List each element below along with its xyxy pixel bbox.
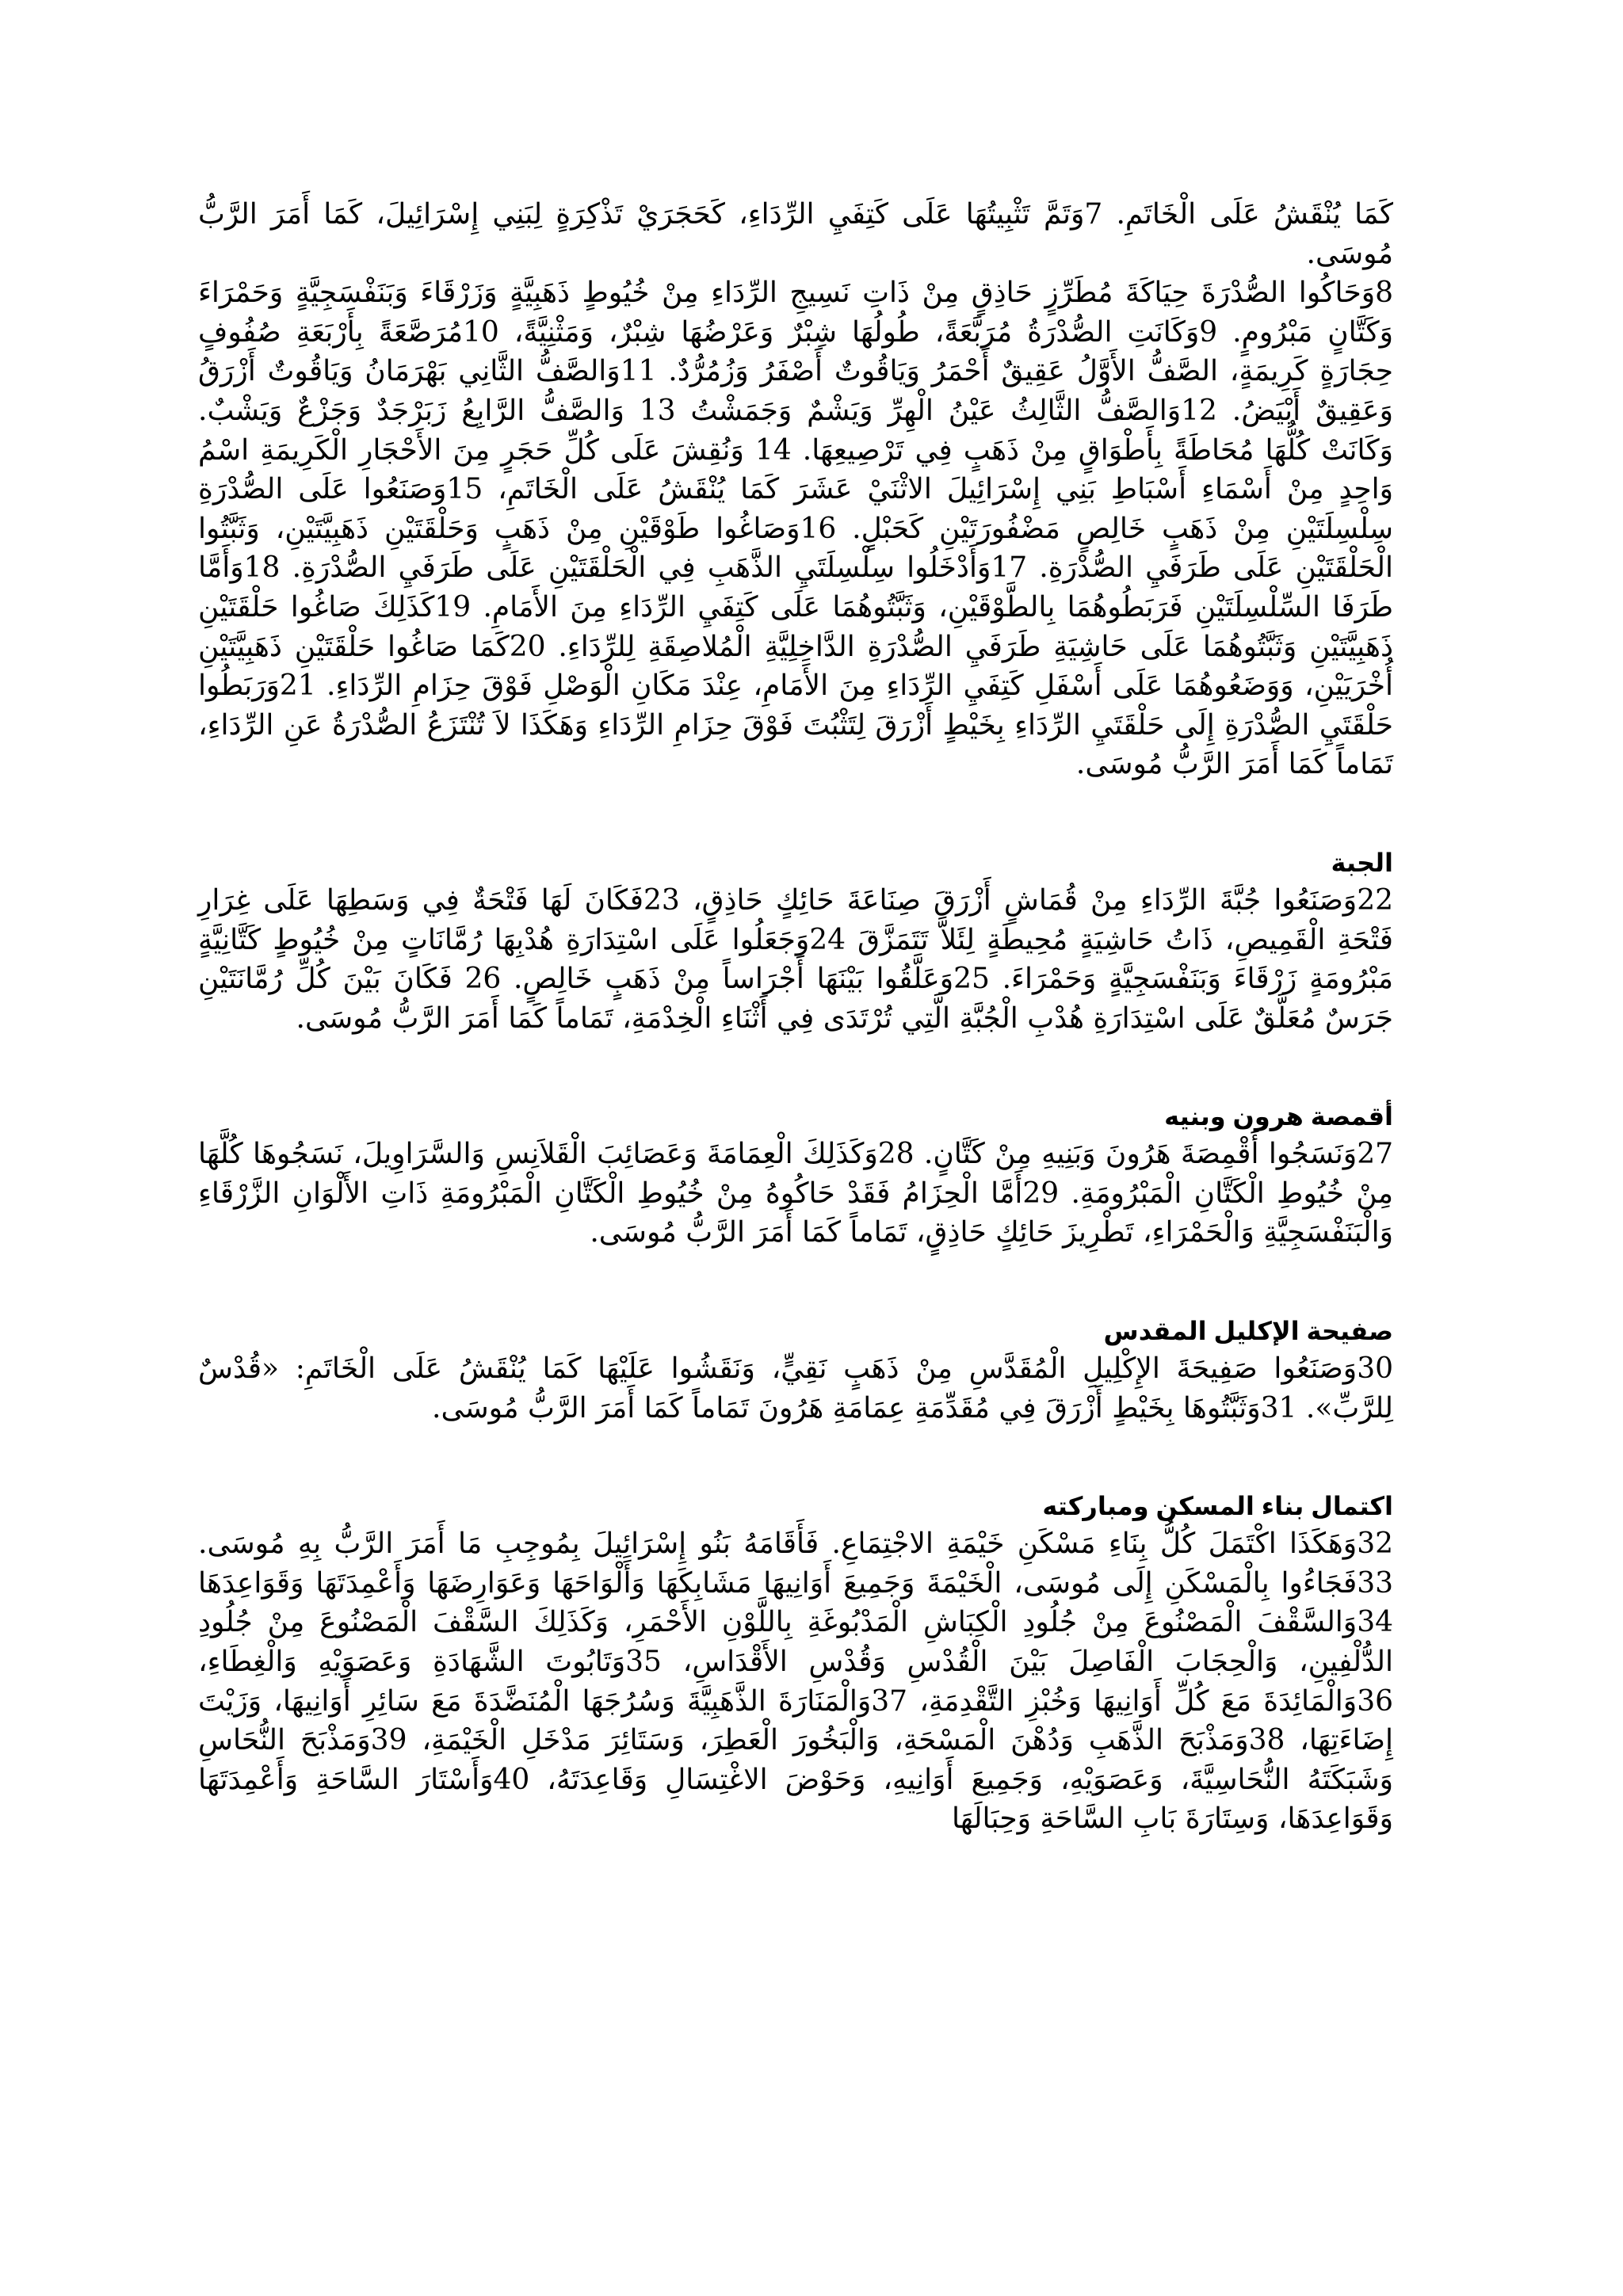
paragraph-crown-plate: 30وَصَنَعُوا صَفِيحَةَ الإِكْلِيلِ الْمُقَدَّسِ مِنْ ذَهَبٍ نَقِيٍّ، وَنَقَشُوا عَلَيْهَا كَمَا يُنْقَشُ عَلَى الْخَاتَمِ: «قُدْسٌ لِلرَّبِّ». 31وَثَبَّتُوهَا بِخَيْطٍ أَزْرَقَ فِي مُقَدِّمَةِ عِمَامَةِ هَرُونَ تَمَاماً كَمَا أَمَرَ الرَّبُّ مُوسَى.: [198, 1352, 1393, 1425]
paragraph-tunics: 27وَنَسَجُوا أَقْمِصَةَ هَرُونَ وَبَنِيهِ مِنْ كَتَّانٍ. 28وَكَذَلِكَ الْعِمَامَةَ وَعَصَائِبَ الْقَلاَنِسِ وَالسَّرَاوِيلَ، نَسَجُوهَا كُلَّهَا مِنْ خُيُوطِ الْكَتَّانِ الْمَبْرُومَةِ. 29أَمَّا الْحِزَامُ فَقَدْ حَاكُوهُ مِنْ خُيُوطِ الْكَتَّانِ الْمَبْرُومَةِ ذَاتِ الأَلْوَانِ الزَّرْقَاءِ وَالْبَنَفْسَجِيَّةِ وَالْحَمْرَاءِ، تَطْرِيزَ حَائِكٍ حَاذِقٍ، تَمَاماً كَمَا أَمَرَ الرَّبُّ مُوسَى.: [198, 1138, 1393, 1249]
section-crown-plate: [198, 1313, 1393, 1428]
paragraph-intro-1: كَمَا يُنْقَشُ عَلَى الْخَاتَمِ. 7وَتَمَّ تَثْبِيتُهَا عَلَى كَتِفَيِ الرِّدَاءِ، كَحَجَرَيْ تَذْكِرَةٍ لِبَنِي إِسْرَائِيلَ، كَمَا أَمَرَ الرَّبُّ مُوسَى.: [198, 198, 1393, 270]
paragraph-robe: 22وَصَنَعُوا جُبَّةَ الرِّدَاءِ مِنْ قُمَاشٍ أَزْرَقَ صِنَاعَةَ حَائِكٍ حَاذِقٍ، 23فَكَانَ لَهَا فَتْحَةٌ فِي وَسَطِهَا عَلَى غِرَارِ فَتْحَةِ الْقَمِيصِ، ذَاتُ حَاشِيَةٍ مُحِيطَةٍ لِئَلاَّ تَتَمَزَّقَ 24وَجَعَلُوا عَلَى اسْتِدَارَةِ هُدْبِهَا رُمَّانَاتٍ مِنْ خُيُوطٍ كَتَّانِيَّةٍ مَبْرُومَةٍ زَرْقَاءَ وَبَنَفْسَجِيَّةٍ وَحَمْرَاءَ. 25وَعَلَّقُوا بَيْنَهَا أَجْرَاساً مِنْ ذَهَبٍ خَالِصٍ. 26 فَكَانَ بَيْنَ كُلِّ رُمَّانَتَيْنِ جَرَسٌ مُعَلَّقٌ عَلَى اسْتِدَارَةِ هُدْبِ الْجُبَّةِ الَّتِي تُرْتَدَى فِي أَثْنَاءِ الْخِدْمَةِ، تَمَاماً كَمَا أَمَرَ الرَّبُّ مُوسَى.: [198, 883, 1394, 1035]
paragraph-tabernacle-completion: 32وَهَكَذَا اكْتَمَلَ كُلُّ بِنَاءِ مَسْكَنِ خَيْمَةِ الاجْتِمَاعِ. فَأَقَامَهُ بَنُو إِسْرَائِيلَ بِمُوجِبِ مَا أَمَرَ الرَّبُّ بِهِ مُوسَى. 33فَجَاءُوا بِالْمَسْكَنِ إِلَى مُوسَى، الْخَيْمَةَ وَجَمِيعَ أَوَانِيهَا مَشَابِكَهَا وَأَلْوَاحَهَا وَعَوَارِضَهَا وَأَعْمِدَتَهَا وَقَوَاعِدَهَا 34وَالسَّقْفَ الْمَصْنُوعَ مِنْ جُلُودِ الْكِبَاشِ الْمَدْبُوغَةِ بِاللَّوْنِ الأَحْمَرِ، وَكَذَلِكَ السَّقْفَ الْمَصْنُوعَ مِنْ جُلُودِ الدُّلْفِينِ، وَالْحِجَابَ الْفَاصِلَ بَيْنَ الْقُدْسِ وَقُدْسِ الأَقْدَاسِ، 35وَتَابُوتَ الشَّهَادَةِ وَعَصَوَيْهِ وَالْغِطَاءِ، 36وَالْمَائِدَةَ مَعَ كُلِّ أَوَانِيهَا وَخُبْزِ التَّقْدِمَةِ، 37وَالْمَنَارَةَ الذَّهَبِيَّةَ وَسُرُجَهَا الْمُنَضَّدَةَ مَعَ سَائِرِ أَوَانِيهَا، وَزَيْتَ إِضَاءَتِهَا، 38وَمَذْبَحَ الذَّهَبِ وَدُهْنَ الْمَسْحَةِ، وَالْبَخُورَ الْعَطِرَ، وَسَتَائِرَ مَدْخَلِ الْخَيْمَةِ، 39وَمَذْبَحَ النُّحَاسِ وَشَبَكَتَهُ النُّحَاسِيَّةَ، وَعَصَوَيْهِ، وَجَمِيعَ أَوَانِيهِ، وَحَوْضَ الاغْتِسَالِ وَقَاعِدَتَهُ، 40وَأَسْتَارَ السَّاحَةِ وَأَعْمِدَتَهَا وَقَوَاعِدَهَا، وَسِتَارَةَ بَابِ السَّاحَةِ وَحِبَالَهَا: [198, 1527, 1393, 1836]
section-tunics: [198, 1098, 1393, 1253]
section-tabernacle-completion: [198, 1488, 1393, 1839]
intro-block: [198, 195, 1393, 784]
paragraph-intro-2: 8وَحَاكُوا الصُّدْرَةَ حِيَاكَةَ مُطَرِّزٍ حَاذِقٍ مِنْ ذَاتِ نَسِيجِ الرِّدَاءِ مِنْ خُيُوطٍ ذَهَبِيَّةٍ وَزَرْقَاءَ وَبَنَفْسَجِيَّةٍ وَحَمْرَاءَ وَكَتَّانٍ مَبْرُومٍ. 9وَكَانَتِ الصُّدْرَةُ مُرَبَّعَةً، طُولُهَا شِبْرٌ وَعَرْضُهَا شِبْرٌ، وَمَثْنِيَّةً، 10مُرَصَّعَةً بِأَرْبَعَةِ صُفُوفٍ حِجَارَةٍ كَرِيمَةٍ، الصَّفُّ الأَوَّلُ عَقِيقٌ أَحْمَرُ وَيَاقُوتٌ أَصْفَرُ وَزُمُرُّدٌ. 11وَالصَّفُّ الثَّانِي بَهْرَمَانُ وَيَاقُوتٌ أَزْرَقُ وَعَقِيقٌ أَبْيَضُ. 12وَالصَّفُّ الثَّالِثُ عَيْنُ الْهِرِّ وَيَشْمٌ وَجَمَشْتُ 13 وَالصَّفُّ الرَّابِعُ زَبَرْجَدٌ وَجَزْعٌ وَيَشْبٌ. وَكَانَتْ كُلُّهَا مُحَاطَةً بِأَطْوَاقٍ مِنْ ذَهَبٍ فِي تَرْصِيعِهَا. 14 وَنُقِشَ عَلَى كُلِّ حَجَرٍ مِنَ الأَحْجَارِ الْكَرِيمَةِ اسْمُ وَاحِدٍ مِنْ أَسْمَاءِ أَسْبَاطِ بَنِي إِسْرَائِيلَ الاثْنَيْ عَشَرَ كَمَا يُنْقَشُ عَلَى الْخَاتَمِ، 15وَصَنَعُوا عَلَى الصُّدْرَةِ سِلْسِلَتَيْنِ مِنْ ذَهَبٍ خَالِصٍ مَضْفُورَتَيْنِ كَحَبْلٍ. 16وَصَاغُوا طَوْقَيْنِ مِنْ ذَهَبٍ وَحَلْقَتَيْنِ ذَهَبِيَّتَيْنِ، وَثَبَّتُوا الْحَلْقَتَيْنِ عَلَى طَرَفَيِ الصُّدْرَةِ. 17وَأَدْخَلُوا سِلْسِلَتَيِ الذَّهَبِ فِي الْحَلْقَتَيْنِ عَلَى طَرَفَيِ الصُّدْرَةِ. 18وَأَمَّا طَرَفَا السِّلْسِلَتَيْنِ فَرَبَطُوهُمَا بِالطَّوْقَيْنِ، وَثَبَّتُوهُمَا عَلَى كَتِفَيِ الرِّدَاءِ مِنَ الأَمَامِ. 19كَذَلِكَ صَاغُوا حَلْقَتَيْنِ ذَهَبِيَّتَيْنِ وَثَبَّتُوهُمَا عَلَى حَاشِيَةِ طَرَفَيِ الصُّدْرَةِ الدَّاخِلِيَّةِ الْمُلاصِقَةِ لِلرِّدَاءِ. 20كَمَا صَاغُوا حَلْقَتَيْنِ ذَهَبِيَّتَيْنِ أُخْرَيَيْنِ، وَوَضَعُوهُمَا عَلَى أَسْفَلِ كَتِفَيِ الرِّدَاءِ مِنَ الأَمَامِ، عِنْدَ مَكَانِ الْوَصْلِ فَوْقَ حِزَامِ الرِّدَاءِ. 21وَرَبَطُوا حَلْقَتَيِ الصُّدْرَةِ إِلَى حَلْقَتَيِ الرِّدَاءِ بِخَيْطٍ أَزْرَقَ لِتَثْبُتَ فَوْقَ حِزَامِ الرِّدَاءِ وَهَكَذَا لاَ تُنْتَزَعُ الصُّدْرَةُ عَنِ الرِّدَاءِ، تَمَاماً كَمَا أَمَرَ الرَّبُّ مُوسَى.: [198, 277, 1394, 781]
section-heading-crown-plate: صفيحة الإكليل المقدس: [1103, 1317, 1393, 1346]
document-page: [198, 195, 1393, 1839]
section-heading-tabernacle-completion: اكتمال بناء المسكن ومباركته: [1042, 1492, 1393, 1521]
section-robe: [198, 845, 1393, 1038]
section-heading-tunics: أقمصة هرون وبنيه: [1164, 1102, 1393, 1131]
section-heading-robe: الجبة: [1331, 848, 1393, 877]
